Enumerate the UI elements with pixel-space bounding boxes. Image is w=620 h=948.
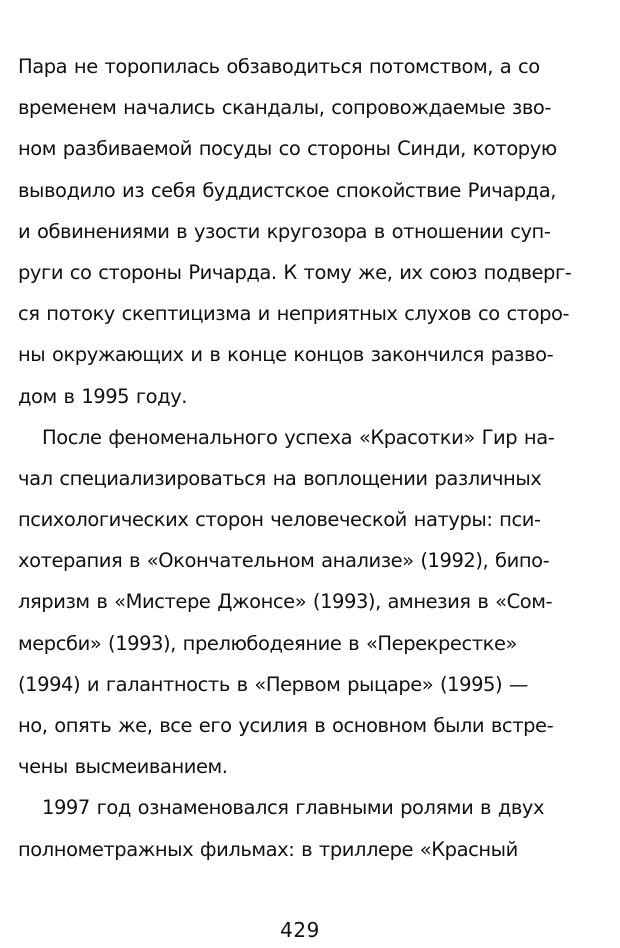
text-line: временем начались скандалы, сопровождаемые зво- — [18, 96, 551, 120]
text-line: ном разбиваемой посуды со стороны Синди, которую — [18, 137, 557, 161]
text-line: Пара не торопилась обзаводиться потомством, а со — [18, 55, 540, 78]
text-line: и обвинениями в узости кругозора в отношении суп- — [18, 219, 551, 243]
text-line: 1997 год ознаменовался главными ролями в двух — [42, 796, 545, 820]
text-line: руги со стороны Ричарда. К тому же, их союз подверг- — [18, 260, 572, 284]
text-line: ны окружающих и в конце концов закончился разво- — [18, 343, 554, 367]
text-line: (1994) и галантность в «Первом рыцаре» (1995) — — [18, 672, 528, 696]
text-line: выводило из себя буддистское спокойствие Ричарда, — [18, 178, 556, 202]
text-line: ляризм в «Мистере Джонсе» (1993), амнезия в «Сом- — [18, 590, 553, 614]
text-line: полнометражных фильмах: в триллере «Красный — [18, 837, 518, 861]
text-line: мерсби» (1993), прелюбодеяние в «Перекрестке» — [18, 631, 518, 655]
text-line: чал специализироваться на воплощении различных — [18, 466, 542, 490]
text-line: но, опять же, все его усилия в основном были встре- — [18, 714, 554, 737]
text-line: психологических сторон человеческой натуры: пси- — [18, 508, 541, 532]
text-line: ся потоку скептицизма и неприятных слухов со сторо- — [18, 302, 570, 326]
body-text — [18, 46, 596, 870]
text-line: дом в 1995 году. — [18, 384, 188, 408]
text-line: хотерапия в «Окончательном анализе» (1992), бипо- — [18, 549, 550, 573]
page-number: 429 — [280, 918, 320, 942]
text-line: чены высмеиванием. — [18, 755, 228, 779]
text-line: После феноменального успеха «Красотки» Гир на- — [42, 425, 555, 449]
